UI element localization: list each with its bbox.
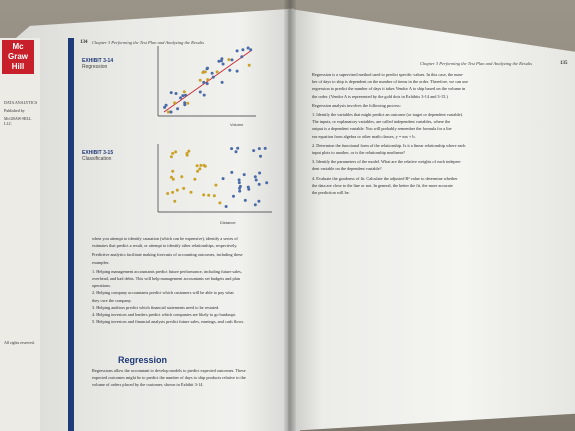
scatter-point <box>222 177 225 180</box>
left-page-blue-rule <box>68 38 74 431</box>
scatter-point <box>176 107 179 110</box>
scatter-point <box>248 64 251 67</box>
scatter-point <box>204 70 207 73</box>
scatter-point <box>216 70 219 73</box>
text-line: the prediction will be. <box>312 190 350 196</box>
scatter-point <box>199 79 202 82</box>
scatter-point <box>196 170 199 173</box>
text-line: The inputs, or explanatory variables, are called independent variables, where the <box>312 119 451 125</box>
scatter-point <box>238 181 241 184</box>
scatter-point <box>207 194 210 197</box>
scatter-point <box>255 179 258 182</box>
scatter-point <box>236 70 239 73</box>
scatter-point <box>170 91 173 94</box>
scatter-point <box>238 178 241 181</box>
scatter-point <box>181 94 184 97</box>
text-line: ber of days to ship is dependent on the number of items in the order. Therefore, we can use <box>312 79 468 85</box>
scatter-point <box>173 101 176 104</box>
scatter-point <box>171 191 174 194</box>
right-page-number: 135 <box>560 61 568 66</box>
scatter-point <box>240 55 243 58</box>
scatter-point <box>265 181 268 184</box>
scatter-point <box>238 187 241 190</box>
margin-note: Published by <box>4 108 25 113</box>
scatter-point <box>172 178 175 181</box>
scatter-point <box>230 147 233 150</box>
text-line: regression to predict the number of days it takes Vendor A to ship based on the volume in <box>312 86 466 92</box>
text-line: expected outcomes might be to predict the number of days to ship products relative to the <box>92 375 246 381</box>
exhibit-1-axis-label: Volume <box>230 122 244 127</box>
scatter-point <box>227 58 230 61</box>
scatter-point <box>198 167 201 170</box>
scatter-point <box>247 186 250 189</box>
scatter-point <box>170 111 173 114</box>
text-line: estimates that predict a result, or attempt to identify other relationships, respectively. <box>92 243 238 249</box>
margin-note: DATA ANALYTICS <box>4 100 38 105</box>
scatter-point <box>179 96 182 99</box>
text-line: dent variable on the dependent variable? <box>312 166 382 172</box>
scatter-point <box>176 189 179 192</box>
scatter-point <box>241 48 244 51</box>
scatter-point <box>183 103 186 106</box>
text-line: Regression is a supervised method used to predict specific values. In this case, the num- <box>312 72 464 77</box>
scatter-point <box>206 82 209 85</box>
scatter-point <box>217 60 220 63</box>
text-line: 4. Helping investors and lenders predict which companies are likely to go bankrupt. <box>92 312 236 318</box>
scatter-point <box>228 69 231 72</box>
scatter-point <box>183 90 186 93</box>
scatter-point <box>163 106 166 109</box>
scatter-point <box>236 49 239 52</box>
scatter-point <box>259 155 262 158</box>
text-line: volume of orders placed by the customer, shown in Exhibit 3-14. <box>92 382 204 388</box>
scatter-point <box>243 173 246 176</box>
scatter-point <box>171 152 174 155</box>
left-page-number: 134 <box>80 40 88 45</box>
scatter-point <box>254 203 257 206</box>
scatter-point <box>166 192 169 195</box>
scatter-point <box>213 194 216 197</box>
book-gutter <box>284 0 296 431</box>
text-line: 1. Helping management accountants predict future performance, including future sales, <box>92 268 242 274</box>
text-line: operations. <box>92 283 111 289</box>
text-line: input plots to another, or is the relationship nonlinear? <box>312 150 406 156</box>
text-line: they owe the company. <box>92 297 132 303</box>
text-line: 3. Helping auditors predict which financial statements need to be restated. <box>92 304 220 310</box>
text-line: output is a dependent variable. You will probably remember the formula for a lin- <box>312 126 453 132</box>
right-running-head: Chapter 3 Performing the Test Plan and Analyzing the Results <box>420 61 533 66</box>
scatter-point <box>236 147 239 150</box>
text-line: Regressions allow the accountant to develop models to predict expected outcomes. These <box>92 368 246 373</box>
margin-note: All rights reserved. <box>4 340 35 345</box>
left-margin-strip <box>0 38 40 431</box>
publisher-logo: Mc Graw Hill <box>2 40 34 74</box>
scatter-point <box>196 164 199 167</box>
scatter-point <box>175 92 178 95</box>
scatter-point <box>232 195 235 198</box>
right-body-text <box>312 72 562 197</box>
text-line: overhead, and bad debts. This will help management accountants set budgets and plan <box>92 276 240 282</box>
scatter-point <box>257 200 260 203</box>
exhibit-2-axis-label: Distance <box>220 220 236 225</box>
scatter-point <box>244 199 247 202</box>
scatter-point <box>202 193 205 196</box>
left-body-text <box>92 236 282 326</box>
scatter-point <box>193 178 196 181</box>
scatter-point <box>264 147 267 150</box>
scatter-point <box>186 154 189 157</box>
scatter-point <box>206 67 209 70</box>
scatter-point <box>199 91 202 94</box>
scatter-point <box>225 205 228 208</box>
scatter-point <box>182 187 185 190</box>
text-line: examples: <box>92 259 110 265</box>
margin-note: McGRAW-HILL LLC <box>4 116 32 126</box>
scatter-point <box>186 102 189 105</box>
scatter-point <box>199 164 202 167</box>
scatter-point <box>214 184 217 187</box>
scatter-point <box>174 150 177 153</box>
exhibit-2-scatter <box>150 140 275 218</box>
scatter-point <box>211 72 214 75</box>
scatter-point <box>190 191 193 194</box>
scatter-point <box>203 164 206 167</box>
scatter-point <box>231 58 234 61</box>
text-line: the data are close to the line or not. In general, the better the fit, the more accurate <box>312 182 453 188</box>
scatter-point <box>180 175 183 178</box>
text-line: 3. Identify the parameters of the model. What are the relative weights of each indepen- <box>312 159 462 165</box>
exhibit-2-label: EXHIBIT 3-15 Classification <box>82 150 114 162</box>
scatter-point <box>238 190 241 193</box>
text-line: 4. Evaluate the goodness of fit. Calculate the adjusted R² value to determine whether <box>312 175 458 181</box>
scatter-point <box>254 175 257 178</box>
text-line: 2. Helping company accountants predict which customers will be able to pay what <box>92 290 234 296</box>
scatter-point <box>187 150 190 153</box>
scatter-point <box>201 71 204 74</box>
scatter-point <box>170 155 173 158</box>
scatter-point <box>247 47 250 50</box>
regression-intro-text <box>92 368 284 390</box>
scatter-point <box>235 150 238 153</box>
left-running-head: Chapter 3 Performing the Test Plan and Analyzing the Results <box>92 40 205 45</box>
scatter-point <box>212 76 215 79</box>
scatter-point <box>173 200 176 203</box>
scatter-point <box>218 201 221 204</box>
scatter-point <box>258 172 261 175</box>
exhibit-1-label: EXHIBIT 3-14 Regression <box>82 58 114 70</box>
scatter-point <box>184 94 187 97</box>
text-line: when you attempt to identify causation (which can be expensive), identify a series of <box>92 236 238 241</box>
scatter-point <box>206 78 209 81</box>
scatter-point <box>171 170 174 173</box>
text-line: 5. Helping investors and financial analysts predict future sales, earnings, and cash flows. <box>92 319 245 325</box>
text-line: 2. Determine the functional form of the relationship. Is it a linear relationship where each <box>312 142 466 148</box>
scatter-point <box>202 81 205 84</box>
scatter-point <box>258 183 261 186</box>
text-line: 1. Identify the variables that might predict an outcome (or target or dependent variable). <box>312 112 464 118</box>
scatter-point <box>230 171 233 174</box>
scatter-point <box>258 147 261 150</box>
text-line: Regression analysis involves the following process: <box>312 102 401 108</box>
text-line: the order. (Vendor A is represented by the gold dots in Exhibits 3-14 and 3-15.) <box>312 93 448 99</box>
text-line: Predictive analytics facilitate making forecasts of accounting outcomes, including these <box>92 252 243 258</box>
scatter-point <box>203 94 206 97</box>
exhibit-1-scatter <box>150 42 260 122</box>
scatter-point <box>167 111 170 114</box>
regression-heading: Regression <box>118 355 168 365</box>
scatter-point <box>222 63 225 66</box>
scatter-point <box>252 149 255 152</box>
scatter-point <box>221 81 224 84</box>
text-line: ear equation from algebra or other math classes, y = mx + b. <box>312 133 416 139</box>
scatter-point <box>249 48 252 51</box>
